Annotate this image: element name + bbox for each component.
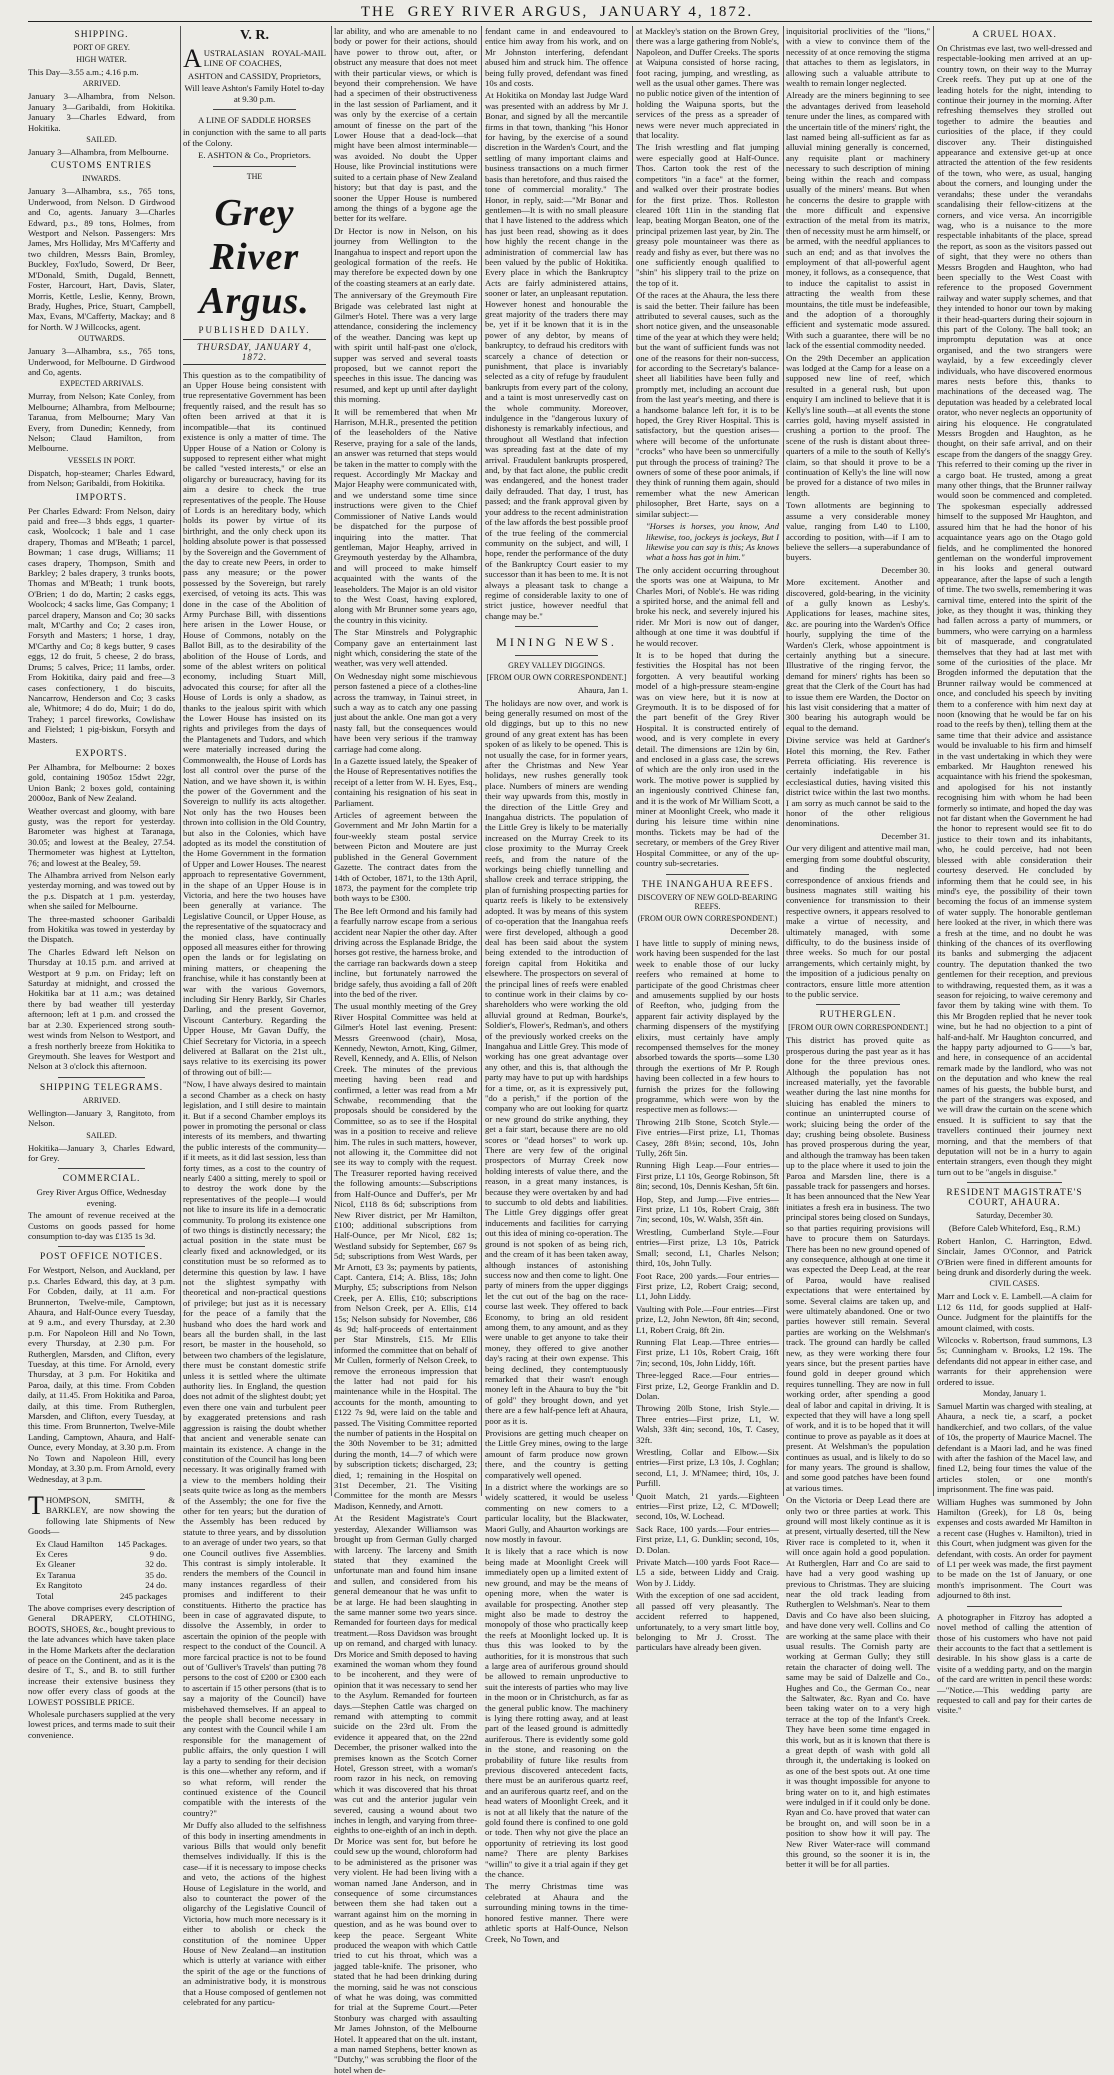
column-3 xyxy=(334,26,477,2075)
article-paragraph: January 3—Alhambra, from Nelson. January 3—Garibaldi, from Hokitika. January 3—Charles Edward, from Hokitika. xyxy=(28,91,175,133)
row-value: 9 do. xyxy=(149,1548,167,1559)
dateline: Ahaura, Jan 1. xyxy=(577,685,628,696)
divider xyxy=(967,1182,1062,1183)
article-paragraph: The only accident occurring throughout the sports was one at Waipuna, to Mr Charles Mori, of Noble's. He was riding a spirited horse, and the animal fell and broke his neck, and severely injured his rider. Mr Mori is now out of danger, although at one time it was doubtful if he would recover. xyxy=(636,564,779,648)
divider xyxy=(816,1004,900,1005)
article-paragraph: Robert Hanlon, C. Harrington, Edwd. Sinclair, James O'Connor, and Patrick O'Brien were fined in different amounts for being drunk and disorderly during the week. xyxy=(937,1235,1092,1277)
article-paragraph: I have little to supply of mining news, work having been suspended for the last week to enable those of our lucky reefers who remained at home to participate of the good Christmas cheer and amusements supplied by our hosts of Reefton, who, judging from the apparent fair activity displayed by the charming dispensers of the mystifying elixirs, must certainly have amply recompensed themselves for the money absorbed towards the sports—some L30 through the exertions of Mr P. Rough having been collected in a few hours to furnish the prizes for the following programme, which were won by the respective men as follows:— xyxy=(636,937,779,1115)
advertisement-table xyxy=(36,1539,167,1601)
article-paragraph: Marr and Lock v. E. Lambell.—A claim for L12 6s 11d, for goods supplied at Half-Ounce. Judgment for the plaintiffs for the amount claimed, with costs. xyxy=(937,1291,1092,1333)
article-paragraph: At Hokitika on Monday last Judge Ward was presented with an address by Mr J. Bonar, and signed by all the mercantile firms in that town, thanking "his Honor for having, by the exercise of a sound discretion in the Warden's Court, and the settling of many important claims and business transactions on a much firmer basis than heretofore, and thus raised the tone of commercial morality." The Honor, in reply, said:—"Mr Bonar and gentlemen—It is with no small pleasure that I have listened to the address which has just been read, showing as it does how highly the recent change in the administration of commercial law has been valued by the public of Hokitika. Every place in which the Bankruptcy Acts are fairly administered attains, sooner or later, an unpleasant reputation. However honest and honourable the great majority of the traders there may be, yet if it be known that it is in the power of any debtor, by means of bankruptcy, to defraud his creditors with scarcely a chance of detection or punishment, that place is invariably selected as a city of refuge by fraudulent bankrupts from every part of the colony, and a taint is most unreservedly cast on the whole community. Moreover, indulgence in the "dangerous luxury of dishonesty is remarkably infectious, and throughout all Westland that infection was spreading fast at the date of my arrival. Fraudulent bankrupts prospered, and, by that fact alone, the public credit was endangered, and the honest trader daily defrauded. That day, I trust, has passed; and the frank approval given by your address to the recent administration of the law affords the best possible proof of the true feeling of the commercial community on the subject, and will, I hope, render the performance of the duty of the Bankruptcy Court easier to my successor than it has been to me. It is not always a pleasant task to change a regime of considerable laxity to one of strict justice, however needful that change may be." xyxy=(485,90,628,621)
article-paragraph: The amount of revenue received at the Customs on goods passed for home consumption to-day was £135 1s 3d. xyxy=(28,1210,175,1241)
section-heading: SHIPPING TELEGRAMS. xyxy=(39,1082,164,1093)
advertisement-title xyxy=(183,44,326,73)
advertisement-line: ASHTON and CASSIDY, Proprietors, xyxy=(187,70,322,81)
article-paragraph: Already are the miners beginning to see the advantages derived from leasehold tenure under the lines, as compared with the uncertain title of the miners' right, the last named being all-sufficient as far as alluvial mining generally is concerned, any requisite plant or machinery necessary to such description of mining being within the reach and compass usually of the miners' means. But when he concerns the desire to grapple with the more difficult and expensive extraction of the metal from its matrix, then of necessity must he arm himself, or be armed, with the needful appliances to such an end; and as that involves the employment of that all-powerful agent money, it follows, as a consequence, that to induce the capitalist to assist in attracting the wealth from these mountains, the title must be indefeasible, and the adoption of a thoroughly efficient and systematic mode assured. With such a guarantee, there will be no lack of the essential commodity needed. xyxy=(786,90,930,351)
masthead-title xyxy=(0,4,1114,21)
section-heading: POST OFFICE NOTICES. xyxy=(39,1252,164,1263)
section-heading: SHIPPING. xyxy=(74,30,129,40)
article-paragraph: Dr Hector is now in Nelson, on his journey from Wellington to the Inangahua to inspect and report upon the geological formation of the reefs. He may therefore be expected down by one of the coasting steamers at an early date. xyxy=(334,225,477,288)
article-paragraph: Divine service was held at Gardner's Hotel this morning, the Rev. Father Perreta officiating. His reverence is certainly indefatigable in his ecclesiastical duties, having visited this district twice within the last two months. I am sorry as much cannot be said to the honor of the other religious denominations. xyxy=(786,735,930,829)
article-paragraph: The Irish wrestling and flat jumping were especially good at Half-Ounce. Thos. Carton took the rest of the competitors "in a face" at the former, and walked over their prostrate bodies for the first prize. Thos. Rolleston cleared 10ft 11in in the standing flat leap, beating Morgan Beaton, one of the principal prizemen last year, by 2in. The greasy pole mountaineer was there as ready and fishy as ever, but there was no one sufficiently enough qualified to "shin" his slippery trail to the prize on the top of it. xyxy=(636,142,779,288)
article-paragraph: On the 29th December an application was lodged at the Camp for a lease on a supposed new line of reef, which resulted in a general rush, but upon enquiry I am inclined to believe that it is Kelly's line south—at all events the stone carries gold, having myself assisted in crushing a portion to the proof. The scene of the rush is distant about three-quarters of a mile to the south of Kelly's claim, so that should it prove to be a continuation of Kelly's the line will now be proved for a distance of two miles in length. xyxy=(786,352,930,498)
article-paragraph: lar ability, and who are amenable to no body or power for their actions, should have power to throw out, after, or obstruct any measure that does not meet with their particular views, or which is beyond their comprehension. We have had a specimen of their obstructiveness in the last session of Parliament, and it was only by the exercise of a certain amount of finesse on the part of the Lower House that a dead-lock—that might have been almost interminable—was avoided. No doubt the Upper House, like Provincial institutions were suited to a certain phase of New Zealand history; but that day is past, and the sooner the Upper House is numbered among the things of a bygone age the better for its welfare. xyxy=(334,26,477,224)
subheading: SAILED. xyxy=(86,1130,117,1140)
article-paragraph: Quoit Match, 21 yards.—Eighteen entries—First prize, L2, C. M'Dowell; second, 10s, W. Lochead. xyxy=(636,1490,779,1522)
section-heading: THE INANGAHUA REEFS. xyxy=(641,879,774,890)
article-paragraph: Our very diligent and attentive mail man, emerging from some doubtful obscurity, and finding the neglected correspondence of anxious friends and business magnates still waiting his convenience for transmission to their respective owners, it appears resolved to make a virtue of necessity, and ultimately managed, with some difficulty, to do the business inside of three weeks. So much for our postal arrangements, which certainly might, by the imposition of a judicious penalty on contractors, ensure little more attention to the public service. xyxy=(786,843,930,999)
article-paragraph: Hokitika—January 3, Charles Edward, for Grey. xyxy=(28,1142,175,1163)
article-paragraph: Throwing 21lb Stone, Scotch Style.—Five entries—First prize, L1, Thomas Casey, 28ft 8½in; second, 10s, John Tully, 26ft 5in. xyxy=(636,1116,779,1159)
column-6 xyxy=(786,26,930,1870)
subheading: OUTWARDS. xyxy=(78,334,125,344)
subheading: DISCOVERY OF NEW GOLD-BEARING REEFS. xyxy=(637,892,778,911)
article-paragraph: Foot Race, 200 yards.—Four entries—First prize, L2, Robert Craig; second, L1, John Liddy. xyxy=(636,1270,779,1302)
column-4 xyxy=(485,26,628,1944)
subheading: PORT OF GREY. xyxy=(73,43,130,52)
advertisement-body: The above comprises every description of General DRAPERY, CLOTHING, BOOTS, SHOES, &c., bought previous to the late advances which have taken place in the Home Markets after the declaration of peace on the Continent, and as it is the desire of T., S., and B. to still further increase their extensive business they now offer every class of goods at the LOWEST POSSIBLE PRICE. xyxy=(28,1602,175,1707)
subheading: Monday, January 1. xyxy=(982,1388,1047,1398)
subheading: HIGH WATER. xyxy=(76,55,127,64)
article-paragraph: Throwing 20lb Stone, Irish Style.—Three entries—First prize, L1, W. Walsh, 33ft 4in; second, 10s, T. Casey, 32ft. xyxy=(636,1403,779,1445)
row-value: 32 do. xyxy=(145,1559,167,1570)
advertisement-row xyxy=(36,1570,167,1580)
article-paragraph: William Hughes was summoned by John Hamilton (Greek), for L8 0s, being expenses and costs awarded Mr Hamilton in a recent case (Hughes v. Hamilton), tried in this Court, when judgment was given for the defendant, with costs. An order for payment of L1 per week was made, the first payment to be made on the 1st of January, or one month's imprisonment. The Court was adjourned to 8th inst. xyxy=(937,1496,1092,1601)
column-5 xyxy=(636,26,780,1653)
article-paragraph: Vaulting with Pole.—Four entries—First prize, L2, John Newton, 8ft 4in; second, L1, Robert Craig, 8ft 2in. xyxy=(636,1303,779,1335)
article-paragraph: More excitement. Another and discovered, gold-bearing, in the vicinity of a gully known as Lesby's. Applications for leases, machine sites, &c. are pouring into the Warden's Office hourly, supplying the time of the Warden's Clerk, whose appointment is certainly anything but a sinecure. Illustrative of the ringing fervor, the demand for miners' rights has been so great that the Clerk of the Court has had to issue them ere Warden, the Doctor on his last visit considering that a matter of 300 bearing his autograph would be equal to the demand. xyxy=(786,577,930,733)
advertisement-line: A LINE OF SADDLE HORSES xyxy=(198,115,311,126)
divider xyxy=(58,1168,145,1169)
article-paragraph: Running Flat Leap.—Three entries—First prize, L1 10s, Robert Craig, 16ft 7in; second, 10s, John Liddy, 16ft. xyxy=(636,1336,779,1368)
article-paragraph: The usual monthly meeting of the Grey River Hospital Committee was held at Gilmer's Hotel last evening. Present: Messrs Greenwood (chair), Mosa, Kennedy, Newton, Arnott, King, Gilmer, Revell, Kennedy, and A. Ellis, of Nelson Creek. The minutes of the previous meeting having been read and confirmed, a letter was read from a Mr Schwabe, recommending that the proposals should be considered by the Committee, so as to see if the Hospital was in a position to receive and relieve him. The rules in such matters, however, not allowing it, the Committee did not see its way to comply with the request. The Treasurer reported having received the following amounts:—Subscriptions from Half-Ounce and Duffer's, per Mr Nicol, £118 8s 6d; subscriptions from New River district, per Mr Hamilton, £100; additional subscriptions from Half-Ounce, per Mr Nicol, £82 1s; Westland subsidy for September, £67 9s 5d; subscriptions from West Wards, per Mr Arnott, £3 3s; payments by patients, Capt. Cantera, £14; A. Bliss, 18s; John Murphy, £5; subscriptions from Nelson Creek, per A. Ellis, £10; subscriptions from Nelson Creek, per A. Ellis, £14 15s; Nelson subsidy for November, £86 4s 9d; half-proceeds of entertainment per Star Minstrels, £15. Mr Ellis informed the committee that on behalf of Mr Cullen, formerly of Nelson Creek, to remove the erroneous impression that the latter had not paid for his maintenance while in the Hospital. The accounts for the month, amounting to £122 7s 9d, were laid on the table and passed. The Visiting Committee reported the number of patients in the Hospital on the 30th November to be 31; admitted during the month, 14—7 of which were by subscription tickets; discharged, 23; died, 1; remaining in the Hospital on 31st December, 21. The Visiting Committee for the month are Messrs Madison, Kennedy, and Arnott. xyxy=(334,1001,477,1511)
subheading: CIVIL CASES. xyxy=(989,1279,1040,1289)
article-paragraph: The Alhambra arrived from Nelson early yesterday morning, and was towed out by the p.s. Dispatch at 1 p.m. yesterday, when she sailed for Melbourne. xyxy=(28,870,175,912)
verse: "Horses is horses, you know, And likewise, too, jockeys is jockeys, But I likewise you can say is this; As knows what a hoss has got in him." xyxy=(646,521,779,563)
article-paragraph: On Christmas eve last, two well-dressed and respectable-looking men arrived at an up-country town, on their way to the Murray Creek reefs. They put up at one of the leading hotels for the night, intending to continue their journey in the morning. After refreshing themselves they strolled out together to admire the beauties and curiosities of the place, if they could discover any. Their distinguished appearance and extensive get-up at once attracted the attention of the few residents of the town, who were, as usual, hanging about the corners, and lounging under the verandahs; these under the verandahs scandalising their fellow-citizens at the corners, and vice versa. An incorrigible wag, who is a nuisance to the more respectable inhabitants of the place, spread the report, as soon as the visitors passed out of sight, that they were no others than Messrs Brogden and Haughton, who had been specially to the West Coast with reference to the proposed Government railway and water supply schemes, and that they intended to honor our town by making it their head-quarters during their sojourn in this part of the Colony. The ball took; an impromptu deputation was at once organised, and the two strangers were waylaid, by a few exceedingly clever individuals, who have discovered enormous mares nests before this, thanks to machinations of the deceased wag. The deputation was headed by a celebrated local orator, who never neglects an opportunity of airing his eloquence. He congratulated Messrs Brogden and Haughton, as he thought, on their safe arrival, and on their escape from the dangers of the snaggy Grey. This referred to their coming up the river in a cargo boat. He trusted, among a great many other things, that the Brunner railway would soon be commenced and completed. The spokesman especially addressed himself to the supposed Mr Haughton, and assured him that he had the honor of his acquaintance years ago on the Otago gold fields, and he complimented the honored gentleman on the wonderful improvement in his looks and general outward appearance, after the lapse of such a length of time. The two swells, remembering it was carnival time, entered into the spirit of the joke, as they thought it was, thinking they had fallen across a party of mummers, or bummers, who were carrying on a harmless bit of masquerade, and congratulated themselves that they had at last met with some of the curiosities of the place. Mr Brogden informed the deputation that the Brunner railway would be commenced at once, and concluded his speech by inviting them to a conference with him next day at noon (knowing that he would be far on his road to the reefs by then), telling them at the same time that their advice and assistance would be invaluable to his firm and himself in the vast undertaking in which they were embarked. Mr Haughton renewed his acquaintance with his friend the spokesman, and apologised for his not instantly recognising him with whom he had been formerly so intimate, and hoped the day was not far distant when the Government he had the honor to represent would see fit to do justice to their town and its inhabitants, who, he could perceive, had not been blessed with able consideration their courtesy deserved. He concluded by informing them that he could see, in his mind's eye, the possibility of their town becoming the focus of an immense system of water supply. The honorable gentleman here looked at the river, in which there was a fresh at the time, and no doubt he was thinking of the chances of its overflowing its banks and submerging the adjacent country. The deputation thanked the two gentlemen for their reception, and previous to withdrawing, requested them, as it was a season for rejoicing, to waive ceremony and favor them by taking wine with them. To this Mr Brogden replied that he never took wine, but he had no objection to a pint of half-and-half. Mr Haughton concurred, and the happy party adjourned to G——'s bar, and here, in consequence of an accidental remark made by the landlord, who was not on the deputation and who knew the real names of his guests, the bubble burst, and the part of the strangers was exposed, and we will draw the curtain on the scene which ensued. It is sufficient to say that the travellers continued their journey next morning, and that the members of that deputation will not be in a hurry to again entertain strangers, even though they might turn out to be "angels in disguise." xyxy=(937,43,1092,1177)
divider xyxy=(58,1489,145,1490)
article-paragraph: For Westport, Nelson, and Auckland, per p.s. Charles Edward, this day, at 3 p.m. For Cobden, daily, at 11 a.m. For Brunnerton, Twelve-mile, Camptown, Ahaura, and Half-Ounce every Tuesday, at 9 a.m., and every Thursday, at 2.30 p.m. For Napoleon Hill and No Town, every Thursday, at 2.30 p.m. For Rutherglen, Marsden, and Clifton, every Tuesday, at this time. For Arnold, every Thursday, at 3 p.m. For Hokitika and Paroa, daily, at this time. From Cobden daily, at 11.45. From Hokitika and Paroa, daily, at this time. From Rutherglen, Marsden, and Clifton, every Tuesday, at this time. From Brunnerton, Twelve-Mile Landing, Camptown, Ahaura, and Half-Ounce, every Monday, at 3.30 p.m. From No Town and Napoleon Hill, every Monday, at 3.30 p.m. From Arnold, every Wednesday, at 3 p.m. xyxy=(28,1265,175,1484)
article-paragraph: fendant came in and endeavoured to entice him away from his work, and on Mr Johnston interfering, defendant abused him and struck him. The offence being fully proved, defendant was fined 10s and costs. xyxy=(485,26,628,89)
subheading: ARRIVED. xyxy=(82,1095,121,1105)
dateline: December 31. xyxy=(881,830,930,841)
dateline: December 30. xyxy=(881,564,930,575)
advertisement-row xyxy=(36,1539,167,1549)
correspondent-note: (FROM OUR OWN CORRESPONDENT.) xyxy=(637,913,778,923)
masthead xyxy=(0,0,1114,22)
correspondent-note: [FROM OUR OWN CORRESPONDENT.] xyxy=(486,673,627,683)
subheading: THE xyxy=(246,171,263,181)
divider xyxy=(515,655,598,656)
column-7 xyxy=(937,26,1092,1716)
divider xyxy=(58,1246,145,1247)
section-heading: A CRUEL HOAX. xyxy=(972,30,1057,40)
article-paragraph: Articles of agreement between the Government and Mr John Martin for a four-weekly steam postal service between Picton and Moutere are just published in the General Government Gazette. The contract dates from the 14th of October, 1871, to the 13th April, 1873, the payment for the complete trip both ways to be £300. xyxy=(334,810,477,904)
section-heading: MINING NEWS. xyxy=(496,635,617,650)
article-paragraph: "Now, I have always desired to maintain a second Chamber as a check on hasty legislation, and I still desire to maintain it. But if a second Chamber employs its power in promoting the personal or class interests of its members, and thwarting the public interests of the community—if it meets, as it did last session, less than forty times, as a cost to the country of nearly £400 a sitting, merely to spoil or to destroy the work done by the representatives of the people—I would not like to insure its life in a democratic community. To prolong its existence one of two things is distinctly necessary; the actual position in the state must be clearly fixed and acknowledged, or its constitution must be so reformed as to determine this question by law. I have not the slightest sympathy with theoretical and non-practical questions of privilege; but just as it is necessary for the peace of a family that the husband who does the hard work and bears all the burden shall, in the last resort, be master in the household, so between two chambers of the legislature, there must be constant domestic strife unless it is settled where the ultimate authority lies. In England, the question does not admit of the slightest doubt; yet even there one vain and turbulent peer by exaggerated pretensions and rash aggression is raising the doubt whether that ancient and venerable senate can maintain its existence. A change in the constitution of the Council has long been necessary. It was originally framed with a view to the members holding their seats quite twice as long as the members of the Assembly; the one for five the other for ten years; but the duration of the Assembly has been reduced by statute to three years, and by dissolution to an average of under two years, so that one Council outlives five Assemblies. This contrast is simply intolerable. It renders the members of the Council in many instances regardless of their promises and indifferent to their constituents. Hitherto the practice has been in case of aggravated dispute, to dissolve the Assembly, in order to ascertain the opinion of the people with respect to the conduct of the Council. A more farcical practice is not to be found out of 'Gulliver's Travels' than putting 78 persons to the cost of £200 or £300 each to ascertain if 15 other persons (that is to say a majority of the Council) have misbehaved themselves. If an appeal to the people shall become necessary in any contest with the Council while I am responsible for the management of public affairs, the only question I will lay a party to sending for their decision is this one—whether any reform, and if so what reform, will render the continued existence of the Council compatible with the interests of the country?" xyxy=(183,1079,326,1818)
column-1 xyxy=(28,26,175,1740)
article-paragraph: A photographer in Fitzroy has adopted a novel method of calling the attention of those of his customers who have not paid their accounts to the fact that a settlement is desirable. In his show glass is a carte de visite of a wedding party, and on the margin of the card are written in pencil these words:—"Notice.—This wedding party are requested to call and pay for their cartes de visite." xyxy=(937,1611,1092,1716)
article-paragraph: January 3—Alhambra, from Melbourne. xyxy=(28,147,169,158)
article-paragraph: With the exception of one sad accident, all passed off very pleasantly. The accident referred to happened, unfortunately, to a very smart little boy, belonging to Mr J. Crosst. The particulars have already been given. xyxy=(636,1590,779,1653)
section-heading: RUTHERGLEN. xyxy=(819,1010,897,1021)
advertisement-line: E. ASHTON & Co., Proprietors. xyxy=(198,150,311,161)
subheading: VESSELS IN PORT. xyxy=(67,455,136,465)
divider xyxy=(213,109,296,110)
row-value: 145 Packages. xyxy=(117,1538,167,1549)
column-2 xyxy=(183,26,326,2008)
article-paragraph: Three-legged Race.—Four entries—First prize, L2, George Franklin and D. Dolan. xyxy=(636,1370,779,1401)
row-label: Ex Taranua xyxy=(36,1569,76,1580)
article-paragraph: The three-masted schooner Garibaldi from Hokitika was towed in yesterday by the Dispatch. xyxy=(28,913,175,945)
royal-mail-logo: V. R. xyxy=(240,28,269,43)
article-paragraph: The Charles Edward left Nelson on Thursday at 10.15 p.m. and arrived at Westport at 9 p.m. on Friday; left on Saturday at midnight, and crossed the Hokitika bar at 11 a.m.; was detained there by bad weather till yesterday afternoon; left at 1 p.m. and crossed the bar at 2.30. Experienced strong south-west winds from Nelson to Westport, and a fresh northerly breeze from Hokitika to Greymouth. She leaves for Westport and Nelson at 3 o'clock this afternoon. xyxy=(28,946,175,1072)
divider xyxy=(213,166,296,167)
divider xyxy=(515,626,598,627)
divider xyxy=(58,1077,145,1078)
article-paragraph: Per Alhambra, for Melbourne: 2 boxes gold, containing 1905oz 15dwt 22gr, Union Bank; 2 boxes gold, containing 2000oz, Bank of New Zealand. xyxy=(28,761,175,804)
subheading: GREY VALLEY DIGGINGS. xyxy=(508,661,605,671)
divider xyxy=(666,874,749,875)
drop-cap: A xyxy=(183,44,202,73)
article-paragraph: Wilcocks v. Robertson, fraud summons, L3 5s; Cunningham v. Brooks, L2 19s. The defendants did not appear in either case, and warrants for their apprehension were ordered to issue. xyxy=(937,1334,1092,1387)
article-paragraph: This question as to the compatibility of an Upper House being consistent with true representative Government has been frequently raised, and the result has so often been arrived at that it is incompatible—that its continued existence is only a matter of time. The Upper House of a Nation or Colony is supposed to represent either what might be called "vested interests," or else an oligarchy or bureaucracy, having for its aim a desire to check the true representatives of the people. The House of Lords is an hereditary body, which holds its power by virtue of its birthright, and the only check upon its holding absolute power is that possessed by the Sovereign and the Government of the day to create new Peers, in order to pass any measure; or the power possessed by the Sovereign, but rarely exercised, of vetoing its acts. This was done in the case of the Abolition of Army Purchase Bill, with dissentions here arisen in the Lower House, or House of Commons, notably on the Ballot Bill, as to the desirability of the abolition of the House of Lords, and some of the ablest writers on political economy, including Stuart Mill, advocated this course; for after all the House of Lords is only a shadow, as thanks to the jealous spirit with which the Lower House has insisted on its rights and privileges from the days of the Plantagenets and Tudors, and which were materially increased during the Commonwealth, the House of Lords has lost all control over the purse of the Nation, and we have shown it, is within the power of the Government and the Sovereign to nullify its acts altogether. Not only has the two Houses been thrown into collision in the Old Country, but also in the Colonies, which have adopted as its model the constitution of the Home Government in the formation of Upper and Lower Houses. The nearest approach to representative Government, in the shape of an Upper House is in Victoria, and here the two houses have been generally at variance. The Legislative Council, or Upper House, as the representative of the squatocracy and the monied class, have continually opposed all measures either for throwing open the lands or for legislating on mining matters, or cheapening the franchise, while it has constantly been at war with the various Governors, including Sir Henry Barkly, Sir Charles Darling, and the present Governor, Viscount Canterbury. Regarding the Upper House, Mr Gavan Duffy, the Chief Secretary for Victoria, in a speech delivered at Ballarat on the 21st ult., says relative to its exercising its power of throwing out of bill:— xyxy=(183,369,326,1077)
drop-cap: T xyxy=(28,1490,44,1520)
advertisement-intro xyxy=(28,1490,175,1537)
article-paragraph: This Day—3.55 a.m.; 4.16 p.m. xyxy=(28,67,139,77)
divider xyxy=(967,1606,1062,1607)
row-value: 24 do. xyxy=(145,1580,167,1591)
article-paragraph: Sack Race, 100 yards.—Four entries—First prize, L1, G. Dunklin; second, 10s, D. Dolan. xyxy=(636,1523,779,1555)
article-paragraph: Running High Leap.—Four entries—First prize, L1 10s, George Robinson, 5ft 8in; second, 10s, Dennis Keshan, 5ft 6in. xyxy=(636,1160,779,1192)
article-paragraph: Grey River Argus Office, Wednesday evening. xyxy=(36,1187,167,1208)
advertisement-footer: Wholesale purchasers supplied at the very lowest prices, and terms made to suit their convenience. xyxy=(28,1709,175,1740)
row-label: Ex Ceres xyxy=(36,1548,68,1559)
article-paragraph: On Wednesday night some mischievous person fastened a piece of a clothes-line across the tramway, in Tainui street, in such a way as to catch any one passing just about the ankle. One man got a very nasty fall, but the consequences would have been very serious if the tramway carriage had come along. xyxy=(334,670,477,754)
article-paragraph: (Before Caleb Whiteford, Esq., R.M.) xyxy=(948,1223,1081,1234)
advertisement-title-text: USTRALASIAN ROYAL-MAIL LINE OF COACHES, xyxy=(203,48,326,69)
article-paragraph: Of the races at the Ahaura, the less there is said the better. Their failure has been attributed to several causes, such as the short notice given, and the unseasonable time of the year at which they were held; but the want of sufficient funds was not one of the reasons for their non-success, for according to the Secretary's balance-sheet all liabilities have been fully and promptly met, including an account due from the last year's meeting, and there is a handsome balance left for, it is to be hoped, the Grey River Hospital. This is satisfactory, but the question arises—where will become of the unfortunate "crocks" who have been so unmercifully put through the process of training? The owners of some of these poor animals, if they think of running them again, should remember what the new American philosopher, Bret Harte, says on a similar subject:— xyxy=(636,290,779,519)
article-paragraph: At the Resident Magistrate's Court yesterday, Alexander Williamson was brought up from German Gully charged with larceny. The larceny and Smith stated that they examined the unfortunate man and found him insane and sullen, and considered from his general demeanour that he was unfit to be at large. He had been slaughting in the same manner some two years since. Remanded for fourteen days for medical treatment.—Ross Davidson was brought up on remand, and charged with lunacy. Drs Morice and Smith deposed to having examined the woman whom they found to be incoherent, and they were of opinion that it was necessary to send her to the Asylum. Remanded for fourteen days.—Stephen Cattle was charged on remand with attempting to commit suicide on the 23rd ult. From the evidence it appeared that, on the 22nd December, the prisoner walked into the premises known as the Scotch Corner Hotel, Gresson street, with a woman's room razor in his neck, on removing which it was discovered that his throat was cut and the anterior jugular vein severed, causing a wound about two inches in length, and varying from three-eighths to one-eighth of an inch in depth. Dr Morice was sent for, but before he could sew up the wound, chloroform had to be administered as the prisoner was very violent. He had been living with a woman named Jane Anderson, and in consequence of some circumstances between them she had taken out a warrant against him on the morning in question, and as he was bound over to keep the peace. Sergeant White produced the weapon with which Cattle tried to cut his throat, which was a jagged table-knife. The prisoner, who stated that he had been drinking during the morning, said he was not conscious of what he was doing, was committed for trial at the Supreme Court.—Peter Stonbury was charged with assaulting Mr James Johnston, of the Melbourne Hotel. It appeared that on the ult. instant, a man named Stephens, better known as "Dutchy," was scrubbing the floor of the hotel when de- xyxy=(334,1513,477,2075)
section-heading: RESIDENT MAGISTRATE'S COURT, AHAURA. xyxy=(946,1188,1083,1209)
row-label: Total xyxy=(36,1590,54,1601)
row-label: Ex Claud Hamilton xyxy=(36,1538,104,1549)
row-value: 35 do. xyxy=(145,1569,167,1580)
row-label: Ex Gleaner xyxy=(36,1559,76,1570)
row-label: Ex Rangitoto xyxy=(36,1580,83,1591)
article-paragraph: inquisitorial proclivities of the "lions," with a view to convince them of the necessity of at once removing the stigma that attaches to them as legislators, in allowing such a valuable attribute to wealth to remain longer neglected. xyxy=(786,26,930,89)
article-paragraph: The anniversary of the Greymouth Fire Brigade was celebrated last night at Gilmer's Hotel. There was a very large attendance, considering the inclemency of the weather. Dancing was kept up with spirit until half-past one o'clock, supper was served and several toasts proposed, but we cannot report the speeches in this issue. The dancing was resumed, and kept up until after daylight this morning. xyxy=(334,290,477,405)
article-paragraph: Wellington—January 3, Rangitoto, from Nelson. xyxy=(28,1107,175,1129)
subheading: Saturday, December 30. xyxy=(976,1211,1053,1221)
newspaper-page xyxy=(28,26,1092,2075)
advertisement-row xyxy=(36,1559,167,1569)
masthead-rule xyxy=(28,21,1092,22)
article-paragraph: This district has proved quite as prosperous during the past year as it has done for the three previous ones. Although the population has not increased materially, yet the favorable weather during the last nine months for sluicing has enabled the miners to continue an uninterrupted course of work; sluicing being the order of the day; crushing being obsolete. Business has proved prosperous during the year, and although the tramway has been taken up to the place where it used to join the Paroa and Marsden line, there is a passable track for passengers and horses. It has been announced that the New Year initiates a fresh era in business. The two principal stores being closed on Sundays, so that parties requiring provisions will have to procure them on Saturdays. There has been no new ground opened of any consequence, although at one time it was expected the Deep Lead, at the rear of Paroa, would have realised expectations that were entertained by some. Several claims are taken up, and were ultimately abandoned. One or two parties however still remain. Several parties are working on the Welshman's track. The ground can hardly be called new, as they were working there four years since, but the present parties have found gold in deeper ground which requires tunnelling. They are now in full working order, after spending a good deal of labor and capital in driving. It is expected that they will have a long spell of work, and it is to be hoped that it will continue to prove as payable as it does at present. At Welshman's the population continues as usual, and is likely to do so for many years. The ground is shallow, and some good patches have been found at various times. xyxy=(786,1035,930,1493)
advertisement-line: Will leave Ashton's Family Hotel to-day at 9.30 p.m. xyxy=(184,83,325,104)
article-paragraph: Provisions are getting much cheaper on the Little Grey mines, owing to the large amount of farm produce now grown there, and the country is getting comparatively well opened. xyxy=(485,1428,628,1480)
article-paragraph: January 3—Alhambra, s.s., 765 tons, Underwood, for Melbourne. D Girdwood and Co, agents. xyxy=(28,346,175,377)
masthead-center: GREY RIVER ARGUS, xyxy=(407,4,589,20)
subheading: ARRIVED. xyxy=(82,79,121,89)
article-paragraph: The holidays are now over, and work is being generally resumed on most of the old diggings, but up to this no new ground of any great extent has has been spoken of as likely to be opened. This is not usually the case, for in former years, after the Christmas and New Year holidays, new rushes generally took place. Numbers of miners are wending their way upwards from this, mostly in the direction of the Little Grey and Inangahua districts. The population of the Little Grey is likely to be materially increased on the Murray Creek to its close proximity to the Murray Creek reefs, and from the nature of the workings being chiefly tunnelling and shallow creek and terrace stripping, the plan of furnishing prospecting parties for quartz reefs is likely to be extensively adopted. It was by means of this system of co-operation that the Inangahua reefs were first developed, although a good deal has been said about the system being extended to the introduction of foreign capital from Hokitika and elsewhere. The prospectors on several of the principal lines of reefs were enabled to continue work in their claims by co-shareholders who were working the old alluvial ground at Redman, Bourke's, Soldier's, Flower's, Redman's, and others of the previously worked creeks on the Inangahua and Little Grey. This mode of working has one great advantage over any other, and this is, that although the party may have to put up with hardships for a time, or, as it is expressively put, "do a perish," if the portion of the company who are out looking for quartz or new ground do strike anything, they get a fair start, because there are no old scores or "dead horses" to work up. There are very few of the original prospectors of Murray Creek now holding interests of value there, and the reason, in a great many instances, is because they were overtaken by and had to succumb to old debts and liabilities. The Little Grey diggings offer great inducements and facilities for carrying out this idea of mining co-operation. The ground is not spoken of as being rich, and the cream of it has been taken away, although instances of astonishing success now and then come to light. One party of miners from the upper diggings let the cut out of the bag on the race-course last week. They offered to back Economy, to bring an old resident among them, to any amount, and as they were unable to get anyone to take their money, they offered to give another day's racing at their own expense. This being declined, they contemptuously remarked that their wasn't enough money left in the Ahaura to buy the "bit of gold" they brought down, and yet there are a few half-pence left at Ahaura, poor as it is. xyxy=(485,697,628,1426)
subheading: SAILED. xyxy=(86,135,117,145)
article-paragraph: In a district where the workings are so widely scattered, it would be useless commenting on new comers to a particular locality, but the Blackwater, Maori Gully, and Ahaurton workings are now mostly in favour. xyxy=(485,1482,628,1545)
article-paragraph: Wrestling, Collar and Elbow.—Six entries—First prize, L3 10s, J. Coghlan; second, L1, J. M'Namee; third, 10s, J. Purfill. xyxy=(636,1447,779,1489)
article-paragraph: Weather overcast and gloomy, with bare gusty, was the report for yesterday. Barometer was highest at Taranaga, 30.05; and lowest at the Bealey, 27.54. Thermometer was highest at Lyttelton, 76; and lowest at the Bealey, 59. xyxy=(28,805,175,868)
article-paragraph: It is likely that a race which is now being made at Moonlight Creek will immediately open up a limited extent of new ground, and may be the means of opening more, when the water is available for prospecting. Another step might also be made to destroy the monopoly of those who practically keep the reefs at Moonlight locked up. It is thus this was looked to by the authorities, for it is monstrous that such a large area of auriferous ground should be allowed to remain unproductive to suit the interests of parties who may live in the moon or in Christchurch, as far as the general public know. The machinery is lying there rotting away, and at least part of the leased ground is admittedly auriferous. There is evidently some gold in the stone, and reasoning on the probability of future like results from previous discovered antecedent facts, there must be an auriferous quartz reef, and an auriferous quartz reef, and on the head waters of Moonlight Creek, and it is not at all likely that the nature of the gold found there is confined to one gold or tode. Then why not give the place an opportunity of retrieving its lost good name? There are plenty Barkises "willin" to give it a trial again if they get the chance. xyxy=(485,1546,628,1880)
published-daily: PUBLISHED DAILY. xyxy=(198,324,311,335)
article-paragraph: Town allotments are beginning to assume a very considerable money value, ranging from L40 to L100, according to position, with—if I am to believe the sellers—a superabundance of buyers. xyxy=(786,500,930,563)
article-paragraph: Samuel Martin was charged with stealing, at Ahaura, a neck tie, a scarf, a pocket handkerchief, and two collars, of the value of 10s, the property of Maurice Macnel. The defendant is a Maori lad, and he was fined with after the fashion of the Macel law, and fined L2, being four times the value of the articles stolen, or one month's imprisonment. The fine was paid. xyxy=(937,1400,1092,1495)
section-heading: COMMERCIAL. xyxy=(62,1174,141,1185)
article-paragraph: at Mackley's station on the Brown Grey, there was a large gathering from Noble's, Napoleon, and Duffer Creeks. The sports at Waipuna consisted of horse racing, foot racing, jumping, and wrestling, as well as the usual other games. There was no public notice given of the intention of holding the Waipuna sports, but the services of the press as a spreader of news were never much appreciated in that locality. xyxy=(636,26,780,141)
advertisement-row xyxy=(36,1591,167,1601)
subheading: EXPECTED ARRIVALS. xyxy=(59,379,144,389)
article-paragraph: The merry Christmas time was celebrated at Ahaura and the surrounding mining towns in the time-honored festive manner. There were athletic sports at Half-Ounce, Nelson Creek, No Town, and xyxy=(485,1881,628,1944)
article-paragraph: Murray, from Nelson; Kate Conley, from Melbourne; Alhambra, from Melbourne; Taranua, from Melbourne; Mary Van Every, from Dunedin; Kennedy, from Nelson; Claud Hamilton, from Melbourne. xyxy=(28,391,175,454)
article-paragraph: Mr Duffy also alluded to the selfishness of this body in inserting amendments in various Bills that would only benefit themselves individually. If this is the case—if it is necessary to impose checks and veto, the actions of the highest House of Legislature in the world, and also to counteract the power of the oligarchy of the Legislative Council of Victoria, how much more necessary is it either to abolish or check the constitution of the nominee Upper House of New Zealand—an institution which is utterly at variance with either the spirit of the age or the functions of an administrative body, it is monstrous that a House composed of gentlemen not celebrated for any particu- xyxy=(183,1820,326,2008)
article-paragraph: It will be remembered that when Mr Harrison, M.H.R., presented the petition of the leaseholders of the Native Reserve, praying for a sale of the lands, an answer was returned that steps would be taken in the matter to comply with the request. Accordingly Mr Mackay and Major Heaphy were communicated with, and we understand some time since instructions were given to the Chief Commissioner of Native Lands would be dispatched for the purpose of inquiring into the matter. That gentleman, Major Heaphy, arrived in Greymouth yesterday by the Alhambra, and will proceed to make himself acquainted with the wants of the leaseholders. The Major is an old visitor to the West Coast, having explored, along with Mr Brunner some years ago, the country in this vicinity. xyxy=(334,406,477,625)
advertisement-line: in conjunction with the same to all parts of the Colony. xyxy=(183,127,326,148)
section-heading: IMPORTS. xyxy=(76,492,127,503)
article-paragraph: Per Charles Edward: From Nelson, dairy paid and free—3 bhds eggs, 1 quarter-cask, Woolcock; 1 bale and 1 case drapery, Thomas and M'Beath; 1 parcel, Bowman; 1 case drugs, Williams; 11 cases drapery, Thompson, Smith and Barkley; 2 bales drapery, 3 trunks boots, Thomas and M'Beath; 1 trunk boots, O'Brien; 1 do do, Martin; 2 casks eggs, Woolcock; 4 sacks lime, Gas Company; 1 parcel drapery, Manson and Co; 30 sacks malt, M'Carthy and Co; 2 cases iron, Forsyth and Masters; 1 horse, 1 dray, M'Carthy and Co; 8 kegs butter, 9 cases eggs, 12 do fruit, 5 cheese, 2 do brass, Drums; 5 calves, Price; 11 lambs, order. From Hokitika, dairy paid and free—3 cases confectionery, 1 do biscuits, Nancarrow, Henderson and Co; 3 casks ale, Whitmore; 4 do do, Muir; 1 do do, Trahey; 1 parcel fireworks, Cowlishaw and Fielsted; 1 pig-biskun, Forsyth and Masters. xyxy=(28,505,175,745)
article-paragraph: Wrestling, Cumberland Style.—Four entries—First prize, L3 10s, Patrick Small; second, L1, Charles Nelson; third, 10s, John Tully. xyxy=(636,1226,779,1269)
subheading: INWARDS. xyxy=(82,174,121,184)
article-paragraph: The Star Minstrels and Polygraphic Company gave an entertainment last night which, considering the state of the weather, was very well attended. xyxy=(334,627,477,669)
section-heading: CUSTOMS ENTRIES xyxy=(50,161,153,172)
row-value: 245 packages xyxy=(119,1590,167,1601)
article-paragraph: On the Victoria or Deep Lead there are only two or three parties at work. This ground will most likely continue as it is at present, virtually deserted, till the New River race is completed to it, when it will once again hold a good population. At Rutherglen, Harr and Co are said to have had a very good washing up previous to Christmas. They are sluicing near the old track leading from Rutherglen to Welshman's. Near to them Davis and Co have also been sluicing, and have done very well. Collins and Co are working at the same place with their usual results. The Cornish party are working at German Gully; they still retain the character of doing well. The same may be said of Dalzelle and Co., Hughes and Co., the German Co., near the Saltwater, &c. Ryan and Co. have been taking water on to a very high terrace at the top of the Infant's Creek. They have been some time engaged in this work, but as it is known that there is a great depth of wash with gold all through it, the undertaking is looked on as one of the best spots out. At one time it was thought impossible for anyone to bring water on to it, and high estimates were indulged in if it could only be done. Ryan and Co. have proved that water can be brought on, and will soon be in a position to show how it will pay. The New River Water-race will command this ground, so the sooner it is in, the better it will be for all parties. xyxy=(786,1495,930,1870)
article-paragraph: In a Gazette issued lately, the Speaker of the House of Representatives notifies the receipt of a letter from W. H. Eyes, Esq., containing his resignation of his seat in Parliament. xyxy=(334,756,477,808)
article-paragraph: Hop, Step, and Jump.—Five entries—First prize, L1 10s, Robert Craig, 38ft 7in; second, 10s, W. Walsh, 35ft 4in. xyxy=(636,1193,779,1225)
article-paragraph: Dispatch, hop-steamer; Charles Edward, from Nelson; Garibaldi, from Hokitika. xyxy=(28,467,175,489)
article-paragraph: The Bee left Ormond and his family had a fearfully narrow escape from a serious accident near Napier the other day. After driving across the Esplanade Bridge, the horses got restive, the harness broke, and the carriage ran backwards down a steep incline, but fortunately narrowed the bridge safely, thus avoiding a fall of 20ft into the bed of the river. xyxy=(334,905,477,999)
article-paragraph: It is to be hoped that during the festivities the Hospital has not been forgotten. A very beautiful working model of a high-pressure steam-engine was on view here, but it is now at Greymouth. It is to be disposed of for the part benefit of the Grey River Hospital. It is constructed entirely of wood, and is very complete in every detail. The dimensions are 12in by 6in, and enclosed in a glass case, the screws of which are the only iron used in the work. The motive power is supplied by an ingeniously contrived Chinese fan, and it is the work of Mr William Scott, a miner at Moonlight Creek, who made it during his leisure time within nine months. Tickets may be had of the secretary, or members of the Grey River Hospital Committee, or any of the up-country sub-secretaries. xyxy=(636,649,779,869)
advertisement-row xyxy=(36,1549,167,1559)
paper-title: Grey River Argus. xyxy=(199,191,310,322)
correspondent-note: [FROM OUR OWN CORRESPONDENT.] xyxy=(788,1023,928,1033)
dateline: December 28. xyxy=(730,925,779,936)
advertisement-intro-text: HOMPSON, SMITH, & BARKLEY, are now showing the following late Shipments of New Goods— xyxy=(28,1494,175,1537)
masthead-left: THE xyxy=(360,4,396,20)
dateline: THURSDAY, JANUARY 4, 1872. xyxy=(183,339,326,365)
masthead-date: JANUARY 4, 1872. xyxy=(600,4,754,20)
article-paragraph: January 3—Alhambra, s.s., 765 tons, Underwood, from Nelson. D Girdwood and Co, agents. January 3—Charles Edward, p.s., 89 tons, Holmes, from Westport and Nelson. Passengers: Mrs James, Mrs Holliday, Mrs M'Cafferty and two children, Messrs Bain, Bromley, Buckley, Fox'ludo, Sowerd, Dr Beer, M'Donald, Smith, Dugald, Bennett, Foster, Harcourt, Hart, Davis, Slater, Morris, Kettle, Leslie, Kenny, Brown, Brady, Hughes, Price, Stuart, Campbell, Max, Evans, M'Cafferty, Mackay; and 8 for North. W J Willcocks, agent. xyxy=(28,186,175,332)
advertisement-row xyxy=(36,1580,167,1590)
section-heading: EXPORTS. xyxy=(75,748,128,759)
article-paragraph: Private Match—100 yards Foot Race—L5 a side, between Liddy and Craig. Won by J. Liddy. xyxy=(636,1557,779,1588)
